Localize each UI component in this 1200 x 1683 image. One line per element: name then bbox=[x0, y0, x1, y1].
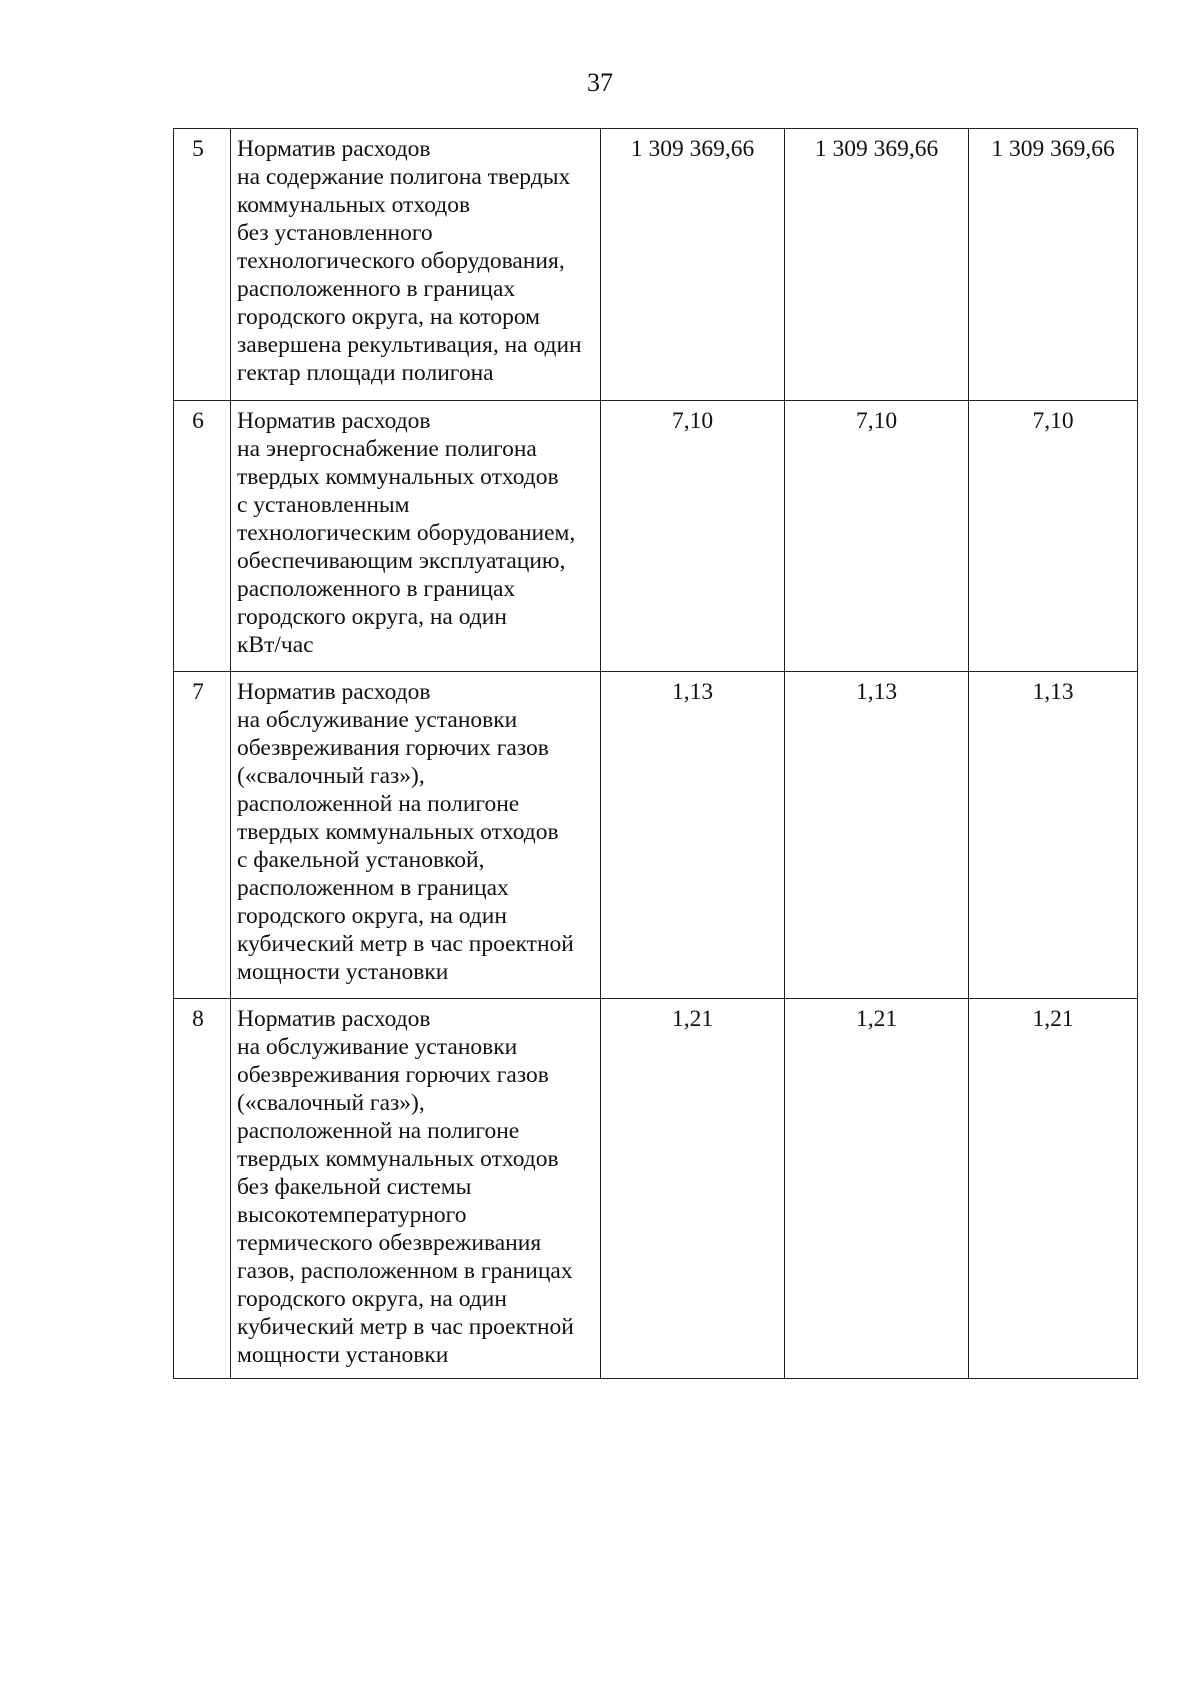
value-cell: 1,13 bbox=[969, 672, 1138, 999]
value-cell: 1,21 bbox=[969, 999, 1138, 1379]
row-number: 7 bbox=[174, 672, 231, 999]
row-number: 6 bbox=[174, 401, 231, 672]
row-description: Норматив расходов на энергоснабжение полигона твердых коммунальных отходов с установленным технологическим оборудованием, обеспечивающим эксплуатацию, расположенного в границах городского округа, на один кВт/час bbox=[231, 401, 601, 672]
value-cell: 1 309 369,66 bbox=[785, 129, 969, 401]
row-description: Норматив расходов на содержание полигона твердых коммунальных отходов без установленного технологического оборудования, расположенного в границах городского округа, на котором завершена рекультивация, на один гектар площади полигона bbox=[231, 129, 601, 401]
norms-table bbox=[173, 128, 1138, 1379]
value-cell: 1,13 bbox=[785, 672, 969, 999]
table-row bbox=[174, 672, 1138, 999]
value-cell: 1,21 bbox=[785, 999, 969, 1379]
value-cell: 7,10 bbox=[601, 401, 785, 672]
row-description: Норматив расходов на обслуживание установки обезвреживания горючих газов («свалочный газ»), расположенной на полигоне твердых коммунальных отходов без факельной системы высокотемпературного термического обезвреживания газов, расположенном в границах городского округа, на один кубический метр в час проектной мощности установки bbox=[231, 999, 601, 1379]
row-description: Норматив расходов на обслуживание установки обезвреживания горючих газов («свалочный газ»), расположенной на полигоне твердых коммунальных отходов с факельной установкой, расположенном в границах городского округа, на один кубический метр в час проектной мощности установки bbox=[231, 672, 601, 999]
value-cell: 1,13 bbox=[601, 672, 785, 999]
table-row bbox=[174, 999, 1138, 1379]
table-row bbox=[174, 129, 1138, 401]
table-row bbox=[174, 401, 1138, 672]
value-cell: 7,10 bbox=[969, 401, 1138, 672]
row-number: 5 bbox=[174, 129, 231, 401]
value-cell: 1,21 bbox=[601, 999, 785, 1379]
value-cell: 1 309 369,66 bbox=[601, 129, 785, 401]
row-number: 8 bbox=[174, 999, 231, 1379]
page-number: 37 bbox=[587, 68, 613, 97]
value-cell: 7,10 bbox=[785, 401, 969, 672]
value-cell: 1 309 369,66 bbox=[969, 129, 1138, 401]
